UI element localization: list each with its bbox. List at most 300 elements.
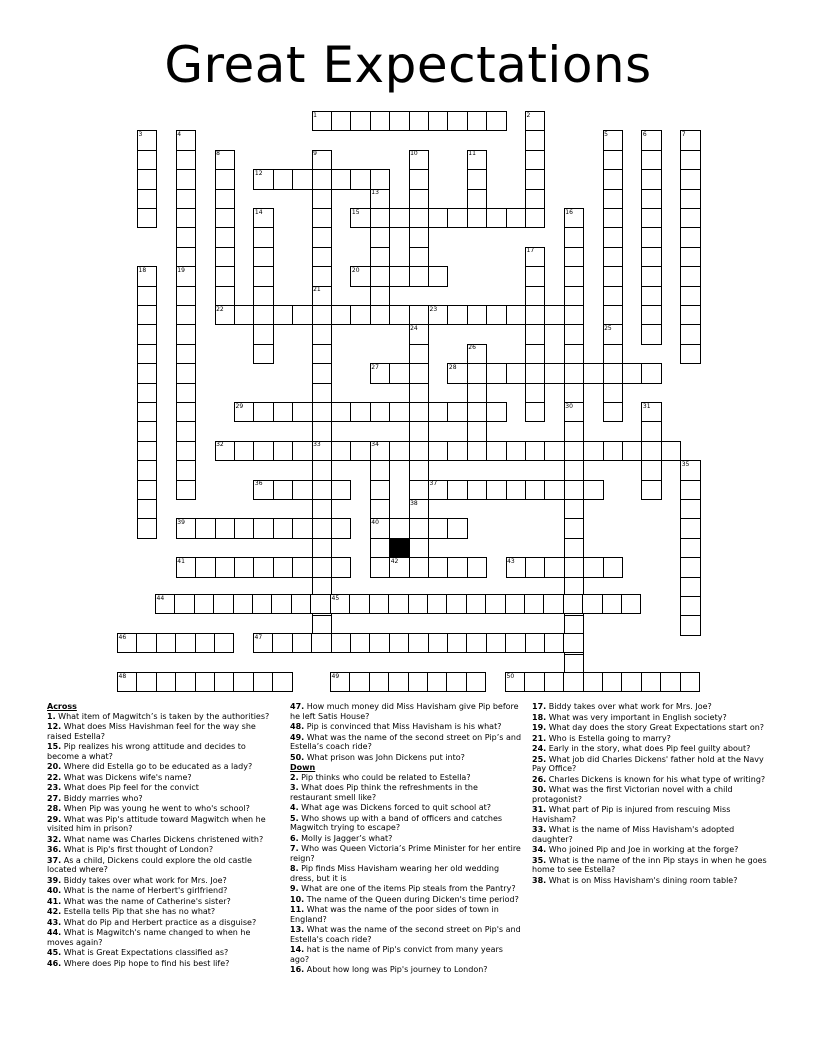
grid-cell[interactable] bbox=[564, 247, 584, 267]
grid-cell[interactable] bbox=[272, 672, 292, 692]
grid-cell[interactable] bbox=[214, 672, 234, 692]
grid-cell[interactable] bbox=[234, 557, 254, 577]
grid-cell[interactable] bbox=[292, 557, 312, 577]
grid-cell[interactable] bbox=[215, 518, 235, 538]
grid-cell[interactable] bbox=[486, 402, 506, 422]
grid-cell[interactable] bbox=[176, 402, 196, 422]
grid-cell[interactable] bbox=[312, 499, 332, 519]
grid-cell[interactable] bbox=[409, 208, 429, 228]
grid-cell[interactable] bbox=[603, 383, 623, 403]
grid-cell[interactable] bbox=[273, 557, 293, 577]
grid-cell[interactable] bbox=[312, 518, 332, 538]
grid-cell[interactable] bbox=[680, 557, 700, 577]
grid-cell[interactable] bbox=[349, 594, 369, 614]
grid-cell[interactable] bbox=[447, 305, 467, 325]
grid-cell[interactable] bbox=[370, 208, 390, 228]
grid-cell[interactable] bbox=[370, 499, 390, 519]
grid-cell[interactable] bbox=[137, 383, 157, 403]
grid-cell[interactable] bbox=[214, 633, 234, 653]
grid-cell[interactable] bbox=[369, 672, 389, 692]
grid-cell[interactable] bbox=[661, 441, 681, 461]
grid-cell[interactable] bbox=[467, 441, 487, 461]
grid-cell[interactable] bbox=[389, 518, 409, 538]
grid-cell[interactable] bbox=[215, 189, 235, 209]
grid-cell[interactable] bbox=[602, 672, 622, 692]
grid-cell[interactable] bbox=[486, 305, 506, 325]
grid-cell[interactable] bbox=[525, 169, 545, 189]
grid-cell[interactable] bbox=[273, 441, 293, 461]
grid-cell[interactable] bbox=[680, 324, 700, 344]
grid-cell[interactable] bbox=[252, 594, 272, 614]
grid-cell[interactable] bbox=[505, 594, 525, 614]
grid-cell[interactable] bbox=[370, 460, 390, 480]
grid-cell[interactable] bbox=[428, 557, 448, 577]
grid-cell[interactable] bbox=[544, 672, 564, 692]
grid-cell[interactable] bbox=[641, 672, 661, 692]
grid-cell[interactable] bbox=[310, 594, 330, 614]
grid-cell[interactable] bbox=[467, 557, 487, 577]
grid-cell[interactable] bbox=[370, 480, 390, 500]
grid-cell[interactable] bbox=[137, 208, 157, 228]
grid-cell[interactable] bbox=[641, 480, 661, 500]
grid-cell[interactable] bbox=[273, 402, 293, 422]
grid-cell[interactable] bbox=[388, 594, 408, 614]
grid-cell[interactable] bbox=[680, 189, 700, 209]
grid-cell[interactable] bbox=[311, 633, 331, 653]
grid-cell[interactable] bbox=[409, 111, 429, 131]
grid-cell[interactable] bbox=[176, 324, 196, 344]
grid-cell[interactable] bbox=[564, 480, 584, 500]
grid-cell[interactable] bbox=[564, 421, 584, 441]
grid-cell[interactable] bbox=[312, 305, 332, 325]
grid-cell[interactable] bbox=[137, 305, 157, 325]
grid-cell[interactable] bbox=[292, 305, 312, 325]
grid-cell[interactable] bbox=[253, 441, 273, 461]
grid-cell[interactable] bbox=[603, 363, 623, 383]
grid-cell[interactable] bbox=[680, 266, 700, 286]
grid-cell[interactable] bbox=[408, 594, 428, 614]
grid-cell[interactable] bbox=[215, 286, 235, 306]
grid-cell[interactable] bbox=[680, 499, 700, 519]
grid-cell[interactable] bbox=[428, 402, 448, 422]
grid-cell[interactable] bbox=[312, 363, 332, 383]
grid-cell[interactable] bbox=[486, 633, 506, 653]
grid-cell[interactable] bbox=[176, 305, 196, 325]
grid-cell[interactable] bbox=[389, 266, 409, 286]
grid-cell[interactable] bbox=[292, 633, 312, 653]
grid-cell[interactable] bbox=[524, 672, 544, 692]
grid-cell[interactable] bbox=[680, 227, 700, 247]
grid-cell[interactable] bbox=[388, 672, 408, 692]
grid-cell[interactable] bbox=[312, 247, 332, 267]
grid-cell[interactable] bbox=[370, 111, 390, 131]
grid-cell[interactable] bbox=[506, 480, 526, 500]
grid-cell[interactable] bbox=[680, 596, 700, 616]
grid-cell[interactable] bbox=[409, 344, 429, 364]
grid-cell[interactable] bbox=[408, 633, 428, 653]
grid-cell[interactable] bbox=[583, 363, 603, 383]
grid-cell[interactable] bbox=[680, 577, 700, 597]
grid-cell[interactable] bbox=[156, 672, 176, 692]
grid-cell[interactable] bbox=[409, 480, 429, 500]
grid-cell[interactable] bbox=[603, 169, 623, 189]
grid-cell[interactable] bbox=[253, 672, 273, 692]
grid-cell[interactable] bbox=[409, 538, 429, 558]
grid-cell[interactable] bbox=[467, 111, 487, 131]
grid-cell[interactable] bbox=[544, 305, 564, 325]
grid-cell[interactable] bbox=[603, 227, 623, 247]
grid-cell[interactable] bbox=[447, 633, 467, 653]
grid-cell[interactable] bbox=[409, 227, 429, 247]
grid-cell[interactable] bbox=[564, 538, 584, 558]
grid-cell[interactable] bbox=[409, 441, 429, 461]
grid-cell[interactable] bbox=[680, 305, 700, 325]
grid-cell[interactable] bbox=[253, 305, 273, 325]
grid-cell[interactable] bbox=[641, 189, 661, 209]
grid-cell[interactable] bbox=[564, 324, 584, 344]
grid-cell[interactable] bbox=[292, 480, 312, 500]
grid-cell[interactable] bbox=[428, 441, 448, 461]
grid-cell[interactable] bbox=[467, 421, 487, 441]
grid-cell[interactable] bbox=[485, 594, 505, 614]
grid-cell[interactable] bbox=[409, 266, 429, 286]
grid-cell[interactable] bbox=[176, 421, 196, 441]
grid-cell[interactable] bbox=[389, 402, 409, 422]
grid-cell[interactable] bbox=[564, 518, 584, 538]
grid-cell[interactable] bbox=[409, 518, 429, 538]
grid-cell[interactable] bbox=[564, 227, 584, 247]
grid-cell[interactable] bbox=[506, 305, 526, 325]
grid-cell[interactable] bbox=[291, 594, 311, 614]
grid-cell[interactable] bbox=[680, 344, 700, 364]
grid-cell[interactable] bbox=[506, 363, 526, 383]
grid-cell[interactable] bbox=[292, 518, 312, 538]
grid-cell[interactable] bbox=[467, 480, 487, 500]
grid-cell[interactable] bbox=[641, 363, 661, 383]
grid-cell[interactable] bbox=[525, 383, 545, 403]
grid-cell[interactable] bbox=[194, 594, 214, 614]
grid-cell[interactable] bbox=[427, 594, 447, 614]
grid-cell[interactable] bbox=[253, 227, 273, 247]
grid-cell[interactable] bbox=[137, 460, 157, 480]
grid-cell[interactable] bbox=[680, 150, 700, 170]
grid-cell[interactable] bbox=[641, 227, 661, 247]
grid-cell[interactable] bbox=[506, 441, 526, 461]
grid-cell[interactable] bbox=[564, 266, 584, 286]
grid-cell[interactable] bbox=[370, 247, 390, 267]
grid-cell[interactable] bbox=[428, 518, 448, 538]
grid-cell[interactable] bbox=[446, 594, 466, 614]
grid-cell[interactable] bbox=[641, 286, 661, 306]
grid-cell[interactable] bbox=[428, 111, 448, 131]
grid-cell[interactable] bbox=[350, 305, 370, 325]
grid-cell[interactable] bbox=[331, 633, 351, 653]
grid-cell[interactable] bbox=[176, 363, 196, 383]
grid-cell[interactable] bbox=[331, 169, 351, 189]
grid-cell[interactable] bbox=[506, 208, 526, 228]
grid-cell[interactable] bbox=[680, 208, 700, 228]
grid-cell[interactable] bbox=[176, 150, 196, 170]
grid-cell[interactable] bbox=[525, 363, 545, 383]
grid-cell[interactable] bbox=[137, 286, 157, 306]
grid-cell[interactable] bbox=[253, 266, 273, 286]
grid-cell[interactable] bbox=[621, 672, 641, 692]
grid-cell[interactable] bbox=[331, 557, 351, 577]
grid-cell[interactable] bbox=[389, 363, 409, 383]
grid-cell[interactable] bbox=[564, 305, 584, 325]
grid-cell[interactable] bbox=[524, 594, 544, 614]
grid-cell[interactable] bbox=[544, 557, 564, 577]
grid-cell[interactable] bbox=[680, 538, 700, 558]
grid-cell[interactable] bbox=[137, 363, 157, 383]
grid-cell[interactable] bbox=[137, 344, 157, 364]
grid-cell[interactable] bbox=[409, 421, 429, 441]
grid-cell[interactable] bbox=[312, 557, 332, 577]
grid-cell[interactable] bbox=[370, 286, 390, 306]
grid-cell[interactable] bbox=[427, 672, 447, 692]
grid-cell[interactable] bbox=[195, 557, 215, 577]
grid-cell[interactable] bbox=[603, 305, 623, 325]
grid-cell[interactable] bbox=[544, 441, 564, 461]
grid-cell[interactable] bbox=[525, 480, 545, 500]
grid-cell[interactable] bbox=[447, 208, 467, 228]
grid-cell[interactable] bbox=[603, 402, 623, 422]
grid-cell[interactable] bbox=[447, 557, 467, 577]
grid-cell[interactable] bbox=[447, 111, 467, 131]
grid-cell[interactable] bbox=[137, 324, 157, 344]
grid-cell[interactable] bbox=[271, 594, 291, 614]
grid-cell[interactable] bbox=[641, 247, 661, 267]
grid-cell[interactable] bbox=[641, 460, 661, 480]
grid-cell[interactable] bbox=[603, 286, 623, 306]
grid-cell[interactable] bbox=[292, 441, 312, 461]
grid-cell[interactable] bbox=[447, 518, 467, 538]
grid-cell[interactable] bbox=[370, 227, 390, 247]
grid-cell[interactable] bbox=[370, 169, 390, 189]
grid-cell[interactable] bbox=[603, 208, 623, 228]
grid-cell[interactable] bbox=[370, 557, 390, 577]
grid-cell[interactable] bbox=[447, 441, 467, 461]
grid-cell[interactable] bbox=[486, 208, 506, 228]
grid-cell[interactable] bbox=[370, 266, 390, 286]
grid-cell[interactable] bbox=[525, 208, 545, 228]
grid-cell[interactable] bbox=[564, 557, 584, 577]
grid-cell[interactable] bbox=[544, 633, 564, 653]
grid-cell[interactable] bbox=[486, 363, 506, 383]
grid-cell[interactable] bbox=[272, 633, 292, 653]
grid-cell[interactable] bbox=[389, 441, 409, 461]
grid-cell[interactable] bbox=[486, 111, 506, 131]
grid-cell[interactable] bbox=[603, 441, 623, 461]
grid-cell[interactable] bbox=[137, 480, 157, 500]
grid-cell[interactable] bbox=[409, 189, 429, 209]
grid-cell[interactable] bbox=[409, 460, 429, 480]
grid-cell[interactable] bbox=[525, 324, 545, 344]
grid-cell[interactable] bbox=[137, 150, 157, 170]
grid-cell[interactable] bbox=[137, 441, 157, 461]
grid-cell[interactable] bbox=[369, 594, 389, 614]
grid-cell[interactable] bbox=[176, 383, 196, 403]
grid-cell[interactable] bbox=[447, 402, 467, 422]
grid-cell[interactable] bbox=[622, 363, 642, 383]
grid-cell[interactable] bbox=[176, 227, 196, 247]
grid-cell[interactable] bbox=[603, 247, 623, 267]
grid-cell[interactable] bbox=[525, 402, 545, 422]
grid-cell[interactable] bbox=[137, 189, 157, 209]
grid-cell[interactable] bbox=[525, 441, 545, 461]
grid-cell[interactable] bbox=[234, 305, 254, 325]
grid-cell[interactable] bbox=[467, 383, 487, 403]
grid-cell[interactable] bbox=[273, 305, 293, 325]
grid-cell[interactable] bbox=[543, 594, 563, 614]
grid-cell[interactable] bbox=[215, 557, 235, 577]
grid-cell[interactable] bbox=[176, 208, 196, 228]
grid-cell[interactable] bbox=[583, 480, 603, 500]
grid-cell[interactable] bbox=[176, 169, 196, 189]
grid-cell[interactable] bbox=[331, 402, 351, 422]
grid-cell[interactable] bbox=[174, 594, 194, 614]
grid-cell[interactable] bbox=[409, 305, 429, 325]
grid-cell[interactable] bbox=[312, 344, 332, 364]
grid-cell[interactable] bbox=[176, 460, 196, 480]
grid-cell[interactable] bbox=[525, 557, 545, 577]
grid-cell[interactable] bbox=[525, 286, 545, 306]
grid-cell[interactable] bbox=[447, 480, 467, 500]
grid-cell[interactable] bbox=[466, 594, 486, 614]
grid-cell[interactable] bbox=[564, 441, 584, 461]
grid-cell[interactable] bbox=[215, 208, 235, 228]
grid-cell[interactable] bbox=[641, 150, 661, 170]
grid-cell[interactable] bbox=[544, 480, 564, 500]
grid-cell[interactable] bbox=[409, 383, 429, 403]
grid-cell[interactable] bbox=[253, 402, 273, 422]
grid-cell[interactable] bbox=[603, 344, 623, 364]
grid-cell[interactable] bbox=[641, 208, 661, 228]
grid-cell[interactable] bbox=[312, 538, 332, 558]
grid-cell[interactable] bbox=[563, 672, 583, 692]
grid-cell[interactable] bbox=[505, 633, 525, 653]
grid-cell[interactable] bbox=[312, 480, 332, 500]
grid-cell[interactable] bbox=[331, 305, 351, 325]
grid-cell[interactable] bbox=[195, 633, 215, 653]
grid-cell[interactable] bbox=[195, 518, 215, 538]
grid-cell[interactable] bbox=[273, 480, 293, 500]
grid-cell[interactable] bbox=[176, 344, 196, 364]
grid-cell[interactable] bbox=[213, 594, 233, 614]
grid-cell[interactable] bbox=[233, 594, 253, 614]
grid-cell[interactable] bbox=[467, 402, 487, 422]
grid-cell[interactable] bbox=[409, 402, 429, 422]
grid-cell[interactable] bbox=[312, 169, 332, 189]
grid-cell[interactable] bbox=[525, 266, 545, 286]
grid-cell[interactable] bbox=[292, 402, 312, 422]
grid-cell[interactable] bbox=[176, 247, 196, 267]
grid-cell[interactable] bbox=[175, 672, 195, 692]
grid-cell[interactable] bbox=[466, 633, 486, 653]
grid-cell[interactable] bbox=[253, 286, 273, 306]
grid-cell[interactable] bbox=[195, 672, 215, 692]
grid-cell[interactable] bbox=[428, 633, 448, 653]
grid-cell[interactable] bbox=[331, 480, 351, 500]
grid-cell[interactable] bbox=[253, 344, 273, 364]
grid-cell[interactable] bbox=[350, 441, 370, 461]
grid-cell[interactable] bbox=[137, 169, 157, 189]
grid-cell[interactable] bbox=[622, 441, 642, 461]
grid-cell[interactable] bbox=[582, 594, 602, 614]
grid-cell[interactable] bbox=[603, 557, 623, 577]
grid-cell[interactable] bbox=[253, 557, 273, 577]
grid-cell[interactable] bbox=[564, 499, 584, 519]
grid-cell[interactable] bbox=[389, 208, 409, 228]
grid-cell[interactable] bbox=[331, 518, 351, 538]
grid-cell[interactable] bbox=[312, 208, 332, 228]
grid-cell[interactable] bbox=[312, 460, 332, 480]
grid-cell[interactable] bbox=[467, 189, 487, 209]
grid-cell[interactable] bbox=[253, 324, 273, 344]
grid-cell[interactable] bbox=[525, 305, 545, 325]
grid-cell[interactable] bbox=[564, 286, 584, 306]
grid-cell[interactable] bbox=[389, 305, 409, 325]
grid-cell[interactable] bbox=[680, 169, 700, 189]
grid-cell[interactable] bbox=[525, 344, 545, 364]
grid-cell[interactable] bbox=[369, 633, 389, 653]
grid-cell[interactable] bbox=[312, 189, 332, 209]
grid-cell[interactable] bbox=[215, 169, 235, 189]
grid-cell[interactable] bbox=[446, 672, 466, 692]
grid-cell[interactable] bbox=[641, 441, 661, 461]
grid-cell[interactable] bbox=[234, 518, 254, 538]
grid-cell[interactable] bbox=[428, 208, 448, 228]
grid-cell[interactable] bbox=[312, 421, 332, 441]
grid-cell[interactable] bbox=[660, 672, 680, 692]
grid-cell[interactable] bbox=[136, 672, 156, 692]
grid-cell[interactable] bbox=[215, 227, 235, 247]
grid-cell[interactable] bbox=[312, 227, 332, 247]
grid-cell[interactable] bbox=[467, 305, 487, 325]
grid-cell[interactable] bbox=[680, 286, 700, 306]
grid-cell[interactable] bbox=[525, 189, 545, 209]
grid-cell[interactable] bbox=[544, 363, 564, 383]
grid-cell[interactable] bbox=[273, 169, 293, 189]
grid-cell[interactable] bbox=[176, 480, 196, 500]
grid-cell[interactable] bbox=[621, 594, 641, 614]
grid-cell[interactable] bbox=[156, 633, 176, 653]
grid-cell[interactable] bbox=[641, 421, 661, 441]
grid-cell[interactable] bbox=[370, 305, 390, 325]
grid-cell[interactable] bbox=[466, 672, 486, 692]
grid-cell[interactable] bbox=[292, 169, 312, 189]
grid-cell[interactable] bbox=[176, 189, 196, 209]
grid-cell[interactable] bbox=[602, 594, 622, 614]
grid-cell[interactable] bbox=[564, 363, 584, 383]
grid-cell[interactable] bbox=[409, 557, 429, 577]
grid-cell[interactable] bbox=[370, 402, 390, 422]
grid-cell[interactable] bbox=[641, 169, 661, 189]
grid-cell[interactable] bbox=[273, 518, 293, 538]
grid-cell[interactable] bbox=[331, 111, 351, 131]
grid-cell[interactable] bbox=[409, 169, 429, 189]
grid-cell[interactable] bbox=[215, 247, 235, 267]
grid-cell[interactable] bbox=[350, 169, 370, 189]
grid-cell[interactable] bbox=[603, 189, 623, 209]
grid-cell[interactable] bbox=[564, 383, 584, 403]
grid-cell[interactable] bbox=[253, 247, 273, 267]
grid-cell[interactable] bbox=[583, 672, 603, 692]
grid-cell[interactable] bbox=[409, 363, 429, 383]
grid-cell[interactable] bbox=[603, 266, 623, 286]
grid-cell[interactable] bbox=[312, 383, 332, 403]
grid-cell[interactable] bbox=[137, 402, 157, 422]
